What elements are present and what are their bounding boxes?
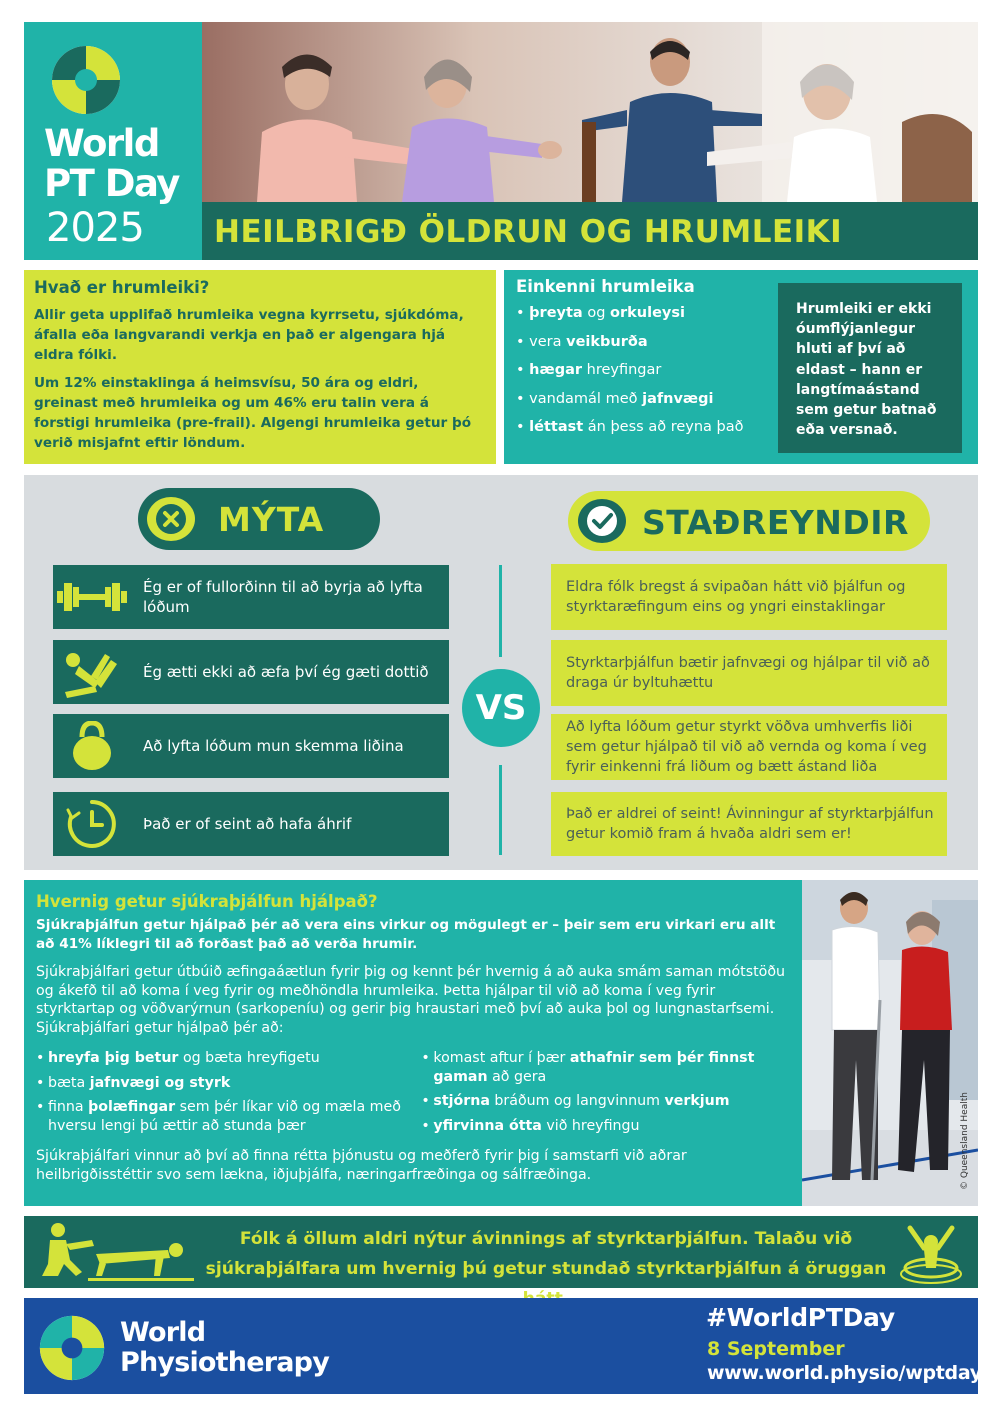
person-in-water-icon [898,1222,964,1284]
hashtag: #WorldPTDay [706,1303,895,1332]
myth-text: Ég er of fullorðinn til að byrja að lyfta lóðum [143,578,423,616]
list-item: • hreyfa þig betur og bæta hreyfigetu [36,1049,421,1068]
myth-title: MÝTA [218,500,325,539]
what-is-para-2: Um 12% einstaklinga á heimsvísu, 50 ára og eldri, greinast með hrumleika og um 46% eru talin vera á forstigi hrumleika (pre-frail). Algengi hrumleika getur þó verið misjafnt eftir löndum. [34,375,472,451]
what-is-heading: Hvað er hrumleiki? [34,278,210,297]
help-body: Sjúkraþjálfari getur útbúið æfingaáætlun fyrir þig og kennt þér hvernig á að auka smám saman mótstöðu og ákefð til að koma í veg fyrir og meðhöndla hrumleika. Þetta hjálpar til við að koma í veg fyrir styrktartap og vöðvarýrnun (sarkopeníu) og gerir þig hraustari með því að auka þol og lungnastarfsemi. Sjúkraþjálfari getur hjálpað þér að: [36,964,786,1036]
myth-item [53,640,449,704]
help-column-right [421,1049,788,1141]
divider-line [499,565,502,657]
list-item: • finna þolæfingar sem þér líkar við og mæla með hversu lengi þú ættir að stunda þær [36,1098,421,1135]
list-item: • yfirvinna ótta við hreyfingu [421,1117,788,1136]
help-closing: Sjúkraþjálfari vinnur að því að finna rétta þjónustu og meðferð fyrir þig í samstarfi við aðrar heilbrigðisstéttir svo sem lækna, iðjuþjálfa, næringarfræðinga og sálfræðinga. [36,1148,687,1183]
seniors-exercise-photo [202,22,978,202]
org-line-1: World [120,1317,206,1348]
help-bullets [36,1049,788,1141]
what-is-para-1: Allir geta upplifað hrumleika vegna kyrrsetu, sjúkdóma, áfalla eða langvarandi verkja en það er algengara hjá eldra fólki. [34,307,464,363]
help-heading: Hvernig getur sjúkraþjálfun hjálpað? [36,892,378,911]
what-is-frailty-box [24,270,496,464]
list-item: • komast aftur í þær athafnir sem þér finnst gaman að gera [421,1049,788,1086]
myth-item [53,714,449,778]
divider-line [499,765,502,855]
world-pt-day-logo-icon [50,44,122,116]
fact-item: Það er aldrei of seint! Ávinningur af styrktarþjálfun getur komið fram á hvaða aldri sem er! [551,792,947,856]
myth-text: Það er of seint að hafa áhrif [143,815,352,833]
list-item: • bæta jafnvægi og styrk [36,1074,421,1093]
world-physiotherapy-logo-icon [38,1314,106,1382]
org-line-2: Physiotherapy [120,1347,329,1378]
list-item: • vandamál með jafnvægi [516,390,714,407]
brand-year: 2025 [46,205,144,251]
myth-item [53,792,449,856]
help-column-left [36,1049,421,1141]
dumbbell-icon [57,579,127,615]
characteristics-list [516,303,778,437]
brand-line-1: World [44,122,159,165]
frailty-note: Hrumleiki er ekki óumflýjanlegur hluti af því að eldast – hann er langtímaástand sem getur batnað eða versnað. [778,283,962,453]
physio-walking-photo [802,880,978,1206]
list-item: • léttast án þess að reyna það [516,419,744,436]
x-mark-icon [145,495,197,543]
myth-text: Ég ætti ekki að æfa því ég gæti dottið [143,663,429,681]
myth-text: Að lyfta lóðum mun skemma liðina [143,737,404,755]
falling-person-icon [61,646,123,698]
fact-item: Styrktarþjálfun bætir jafnvægi og hjálpar til við að draga úr byltuhættu [551,640,947,706]
characteristics-heading: Einkenni hrumleika [516,277,695,296]
fact-item: Að lyfta lóðum getur styrkt vöðva umhverfis liði sem getur hjálpað til við að vernda og koma í veg fyrir einkenni frá liðum og bætt ástand liða [551,714,947,780]
organization-name [120,1318,329,1378]
photo-credit: © Queensland Health [960,1092,970,1190]
help-lead: Sjúkraþjálfun getur hjálpað þér að vera eins virkur og mögulegt er – þeir sem eru virkari eru allt að 41% líklegri til að forðast það að verða hrumir. [36,917,776,952]
list-item: • vera veikburða [516,333,648,350]
exercise-people-icon [36,1220,196,1284]
event-date: 8 September [707,1338,845,1360]
page-title: HEILBRIGÐ ÖLDRUN OG HRUMLEIKI [214,214,843,250]
cta-line-2: sjúkraþjálfara um hvernig þú getur stundað styrktarþjálfun á öruggan [205,1259,887,1279]
list-item: • stjórna bráðum og langvinnum verkjum [421,1092,788,1111]
fact-title: STAÐREYNDIR [642,503,909,542]
myth-item [53,565,449,629]
fact-item: Eldra fólk bregst á svipaðan hátt við þjálfun og styrktaræfingum eins og yngri einstaklingar [551,564,947,630]
cta-line-1: Fólk á öllum aldri nýtur ávinnings af styrktarþjálfun. Talaðu við [239,1229,853,1249]
check-mark-icon [576,497,628,545]
list-item: • þreyta og orkuleysi [516,305,685,321]
kettlebell-icon [71,721,113,771]
vs-badge: VS [462,669,540,747]
how-pt-helps-section [24,880,802,1206]
website-link[interactable]: www.world.physio/wptday [707,1362,982,1384]
brand-line-2: PT Day [44,162,179,205]
list-item: • hægar hreyfingar [516,362,662,379]
world-pt-day-title [44,124,179,204]
clock-icon [65,797,119,851]
